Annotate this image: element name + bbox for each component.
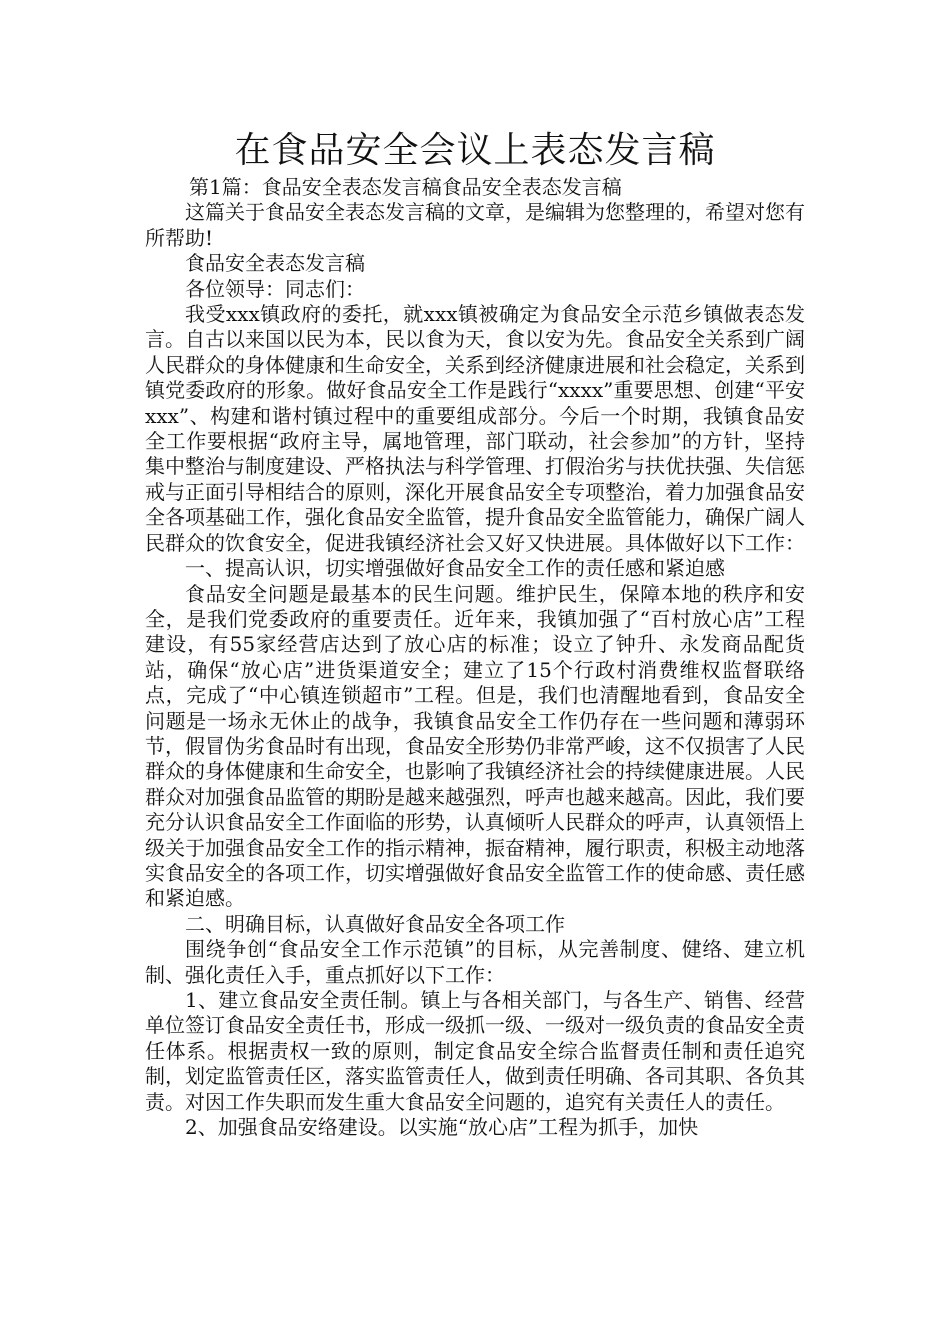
body-paragraph: 2、加强食品安络建设。以实施“放心店”工程为抓手，加快 — [185, 1115, 699, 1140]
intro-paragraph: 这篇关于食品安全表态发言稿的文章，是编辑为您整理的，希望对您有所帮助! — [145, 200, 805, 250]
body-paragraph: 我受xxx镇政府的委托，就xxx镇被确定为食品安全示范乡镇做表态发言。自古以来国以民为本，民以食为天，食以安为先。食品安全关系到广阔人民群众的身体健康和生命安全，关系到经济健康进展和社会稳定，关系到镇党委政府的形象。做好食品安全工作是践行“xxxx”重要思想、创建“平安xxx”、构建和谐村镇过程中的重要组成部分。今后一个时期，我镇食品安全工作要根据“政府主导，属地管理，部门联动，社会参加”的方针，坚持集中整治与制度建设、严格执法与科学管理、打假治劣与扶优扶强、失信惩戒与正面引导相结合的原则，深化开展食品安全专项整治，着力加强食品安全各项基础工作，强化食品安全监管，提升食品安全监管能力，确保广阔人民群众的饮食安全，促进我镇经济社会又好又快进展。具体做好以下工作： — [145, 302, 805, 555]
speech-title: 食品安全表态发言稿 — [185, 251, 365, 276]
salutation: 各位领导：同志们： — [185, 276, 365, 301]
document-title: 在食品安全会议上表态发言稿 — [234, 130, 716, 171]
section-heading: 二、明确目标，认真做好食品安全各项工作 — [185, 911, 565, 936]
body-paragraph: 围绕争创“食品安全工作示范镇”的目标，从完善制度、健络、建立机制、强化责任入手，重点抓好以下工作： — [145, 937, 805, 987]
document-body — [145, 175, 805, 1140]
body-paragraph: 食品安全问题是最基本的民生问题。维护民生，保障本地的秩序和安全，是我们党委政府的重要责任。近年来，我镇加强了“百村放心店”工程建设，有55家经营店达到了放心店的标准；设立了钟升、永发商品配货站，确保“放心店”进货渠道安全；建立了15个行政村消费维权监督联络点，完成了“中心镇连锁超市”工程。但是，我们也清醒地看到，食品安全问题是一场永无休止的战争，我镇食品安全工作仍存在一些问题和薄弱环节，假冒伪劣食品时有出现，食品安全形势仍非常严峻，这不仅损害了人民群众的身体健康和生命安全，也影响了我镇经济社会的持续健康进展。人民群众对加强食品监管的期盼是越来越强烈，呼声也越来越高。因此，我们要充分认识食品安全工作面临的形势，认真倾听人民群众的呼声，认真领悟上级关于加强食品安全工作的指示精神，振奋精神，履行职责，积极主动地落实食品安全的各项工作，切实增强做好食品安全监管工作的使命感、责任感和紧迫感。 — [145, 581, 805, 911]
body-paragraph: 1、建立食品安全责任制。镇上与各相关部门，与各生产、销售、经营单位签订食品安全责任书，形成一级抓一级、一级对一级负责的食品安全责任体系。根据责权一致的原则，制定食品安全综合监督责任制和责任追究制，划定监管责任区，落实监管责任人，做到责任明确、各司其职、各负其责。对因工作失职而发生重大食品安全问题的，追究有关责任人的责任。 — [145, 988, 805, 1114]
section-heading: 一、提高认识，切实增强做好食品安全工作的责任感和紧迫感 — [185, 556, 725, 581]
chapter-heading: 第1篇：食品安全表态发言稿食品安全表态发言稿 — [189, 175, 622, 199]
